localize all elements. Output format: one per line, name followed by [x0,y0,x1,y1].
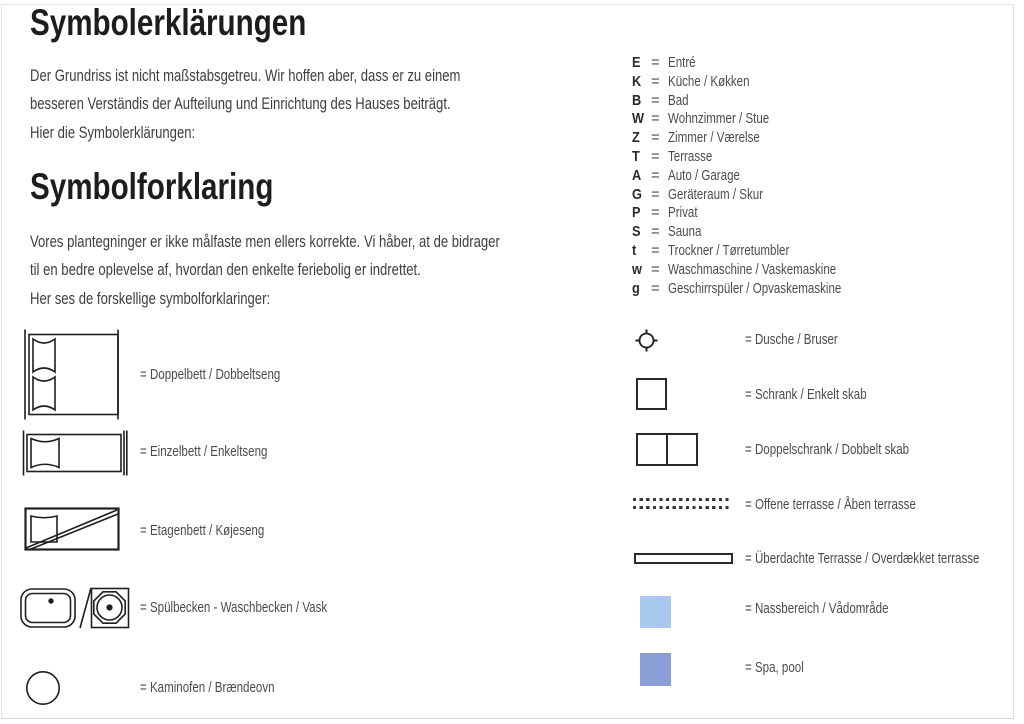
equals-sign: = [651,54,660,71]
abbreviation-meaning: Wohnzimmer / Stue [668,110,770,128]
wet-area-label: = Nassbereich / Vådområde [745,600,889,617]
abbreviation-meaning: Küche / Køkken [668,72,750,90]
equals-sign: = [651,166,660,184]
wet-area-swatch [640,596,671,628]
abbreviation-meaning: Zimmer / Værelse [668,129,760,147]
abbreviation-meaning: Bad [668,91,689,109]
abbreviation-letter: Z [632,129,640,147]
text-line: Hier die Symbolerklärungen: [30,122,196,142]
abbreviation-letter: T [632,147,640,165]
equals-sign: = [651,72,660,90]
equals-sign: = [651,241,660,259]
equals-sign: = [651,223,660,241]
bunk-bed-icon [24,507,120,551]
sink-washbasin-label: = Spülbecken - Waschbecken / Vask [140,599,328,616]
heading-german: Symbolerklärungen [30,2,307,43]
bunk-bed-label: = Etagenbett / Køjeseng [140,522,265,539]
intro-german [30,62,589,147]
abbreviation-meaning: Waschmaschine / Vaskemaskine [668,260,837,278]
equals-sign: = [651,279,660,297]
double-cabinet-label: = Doppelschrank / Dobbelt skab [745,441,910,458]
equals-sign: = [651,129,660,147]
abbreviation-meaning: Geräteraum / Skur [668,185,764,203]
spa-pool-swatch [640,653,671,686]
abbreviation-meaning: Auto / Garage [668,166,740,184]
abbreviation-meaning: Geschirrspüler / Opvaskemaskine [668,279,842,297]
abbreviation-meaning: Entré [668,54,696,71]
single-cabinet-icon [636,378,667,410]
covered-terrace-icon [634,553,733,564]
text-line: Vores plantegninger er ikke målfaste men ellers korrekte. Vi håber, at de bidrager [30,232,500,251]
double-bed-icon [22,329,126,420]
abbreviation-meaning: Trockner / Tørretumbler [668,241,790,259]
abbreviation-letter: W [632,110,645,128]
shower-label: = Dusche / Bruser [745,331,838,348]
equals-sign: = [651,147,660,165]
text-line: Her ses de forskellige symbolforklaringer: [30,288,271,308]
fireplace-icon [25,670,61,706]
abbreviation-letter: t [632,241,637,259]
text-line: til en bedre oplevelse af, hvordan den enkelte feriebolig er indrettet. [30,260,421,280]
abbreviation-letter: w [632,260,642,278]
equals-sign: = [651,260,660,278]
equals-sign: = [651,185,660,203]
fireplace-label: = Kaminofen / Brændeovn [140,679,275,696]
equals-sign: = [651,204,660,222]
abbreviation-letter: g [632,279,640,297]
abbreviation-letter: E [632,54,641,71]
abbreviation-letter: K [632,72,642,90]
covered-terrace-label: = Überdachte Terrasse / Overdækket terrasse [745,550,980,567]
abbreviation-letter: P [632,204,641,222]
single-cabinet-label: = Schrank / Enkelt skab [745,386,867,403]
sink-washbasin-icon [20,585,130,631]
shower-icon [634,328,659,353]
spa-pool-label: = Spa, pool [745,659,804,676]
equals-sign: = [651,91,660,109]
text-line: Der Grundriss ist nicht maßstabsgetreu. Wir hoffen aber, dass er zu einem [30,66,461,85]
equals-sign: = [651,110,660,128]
single-bed-icon [22,430,128,476]
single-bed-label: = Einzelbett / Enkeltseng [140,443,268,460]
abbreviation-meaning: Terrasse [668,147,713,165]
heading-danish: Symbolforklaring [30,166,274,207]
text-line: besseren Verständis der Aufteilung und Einrichtung des Hauses beiträgt. [30,94,451,114]
abbreviation-letter: A [632,166,642,184]
abbreviation-letter: S [632,223,641,241]
intro-danish [30,228,640,313]
abbreviation-meaning: Sauna [668,223,702,241]
open-terrace-label: = Offene terrasse / Åben terrasse [745,496,916,513]
abbreviation-letter: B [632,91,642,109]
open-terrace-icon [633,498,732,511]
abbreviation-meaning: Privat [668,204,698,222]
double-cabinet-icon [636,433,698,466]
double-bed-label: = Doppelbett / Dobbeltseng [140,366,281,383]
abbreviation-letter: G [632,185,642,203]
